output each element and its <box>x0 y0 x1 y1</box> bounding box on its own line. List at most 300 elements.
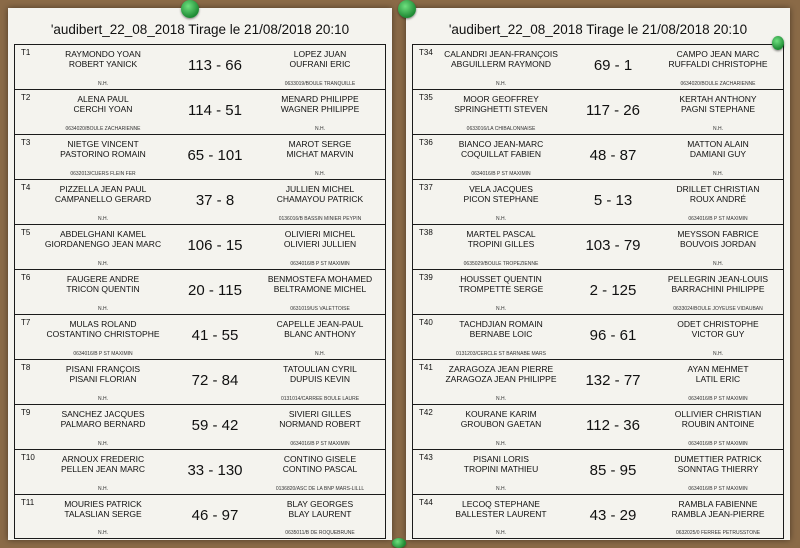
player-name: OLLIVIER CHRISTIAN <box>674 409 762 419</box>
score-b: 97 <box>221 507 239 524</box>
team-b <box>659 364 777 384</box>
team-b <box>261 409 379 429</box>
player-name: SONNTAG THIERRY <box>677 464 759 474</box>
table-number: T40 <box>419 318 433 327</box>
player-name: MATTON ALAIN <box>687 139 749 149</box>
club-a: N.H. <box>98 396 108 402</box>
team-a <box>441 454 561 474</box>
team-b <box>659 319 777 339</box>
player-name: GIORDANENGO JEAN MARC <box>44 239 162 249</box>
score-a: 106 <box>187 237 213 254</box>
draw-sheet-right <box>406 8 790 540</box>
team-b <box>261 454 379 474</box>
sheet-header: 'audibert_22_08_2018 Tirage le 21/08/2018 20:10 <box>50 22 350 37</box>
score-a: 33 <box>187 462 205 479</box>
club-a: 0633016/LA CHIBALONNAISE <box>466 126 536 132</box>
match-score <box>563 327 663 344</box>
score-b: 87 <box>619 147 637 164</box>
player-name: KOURANE KARIM <box>465 409 537 419</box>
player-name: BLAY GEORGES <box>286 499 354 509</box>
player-name: TROPINI MATHIEU <box>463 464 539 474</box>
match-row <box>14 89 386 134</box>
team-b <box>659 49 777 69</box>
club-a: N.H. <box>496 486 506 492</box>
club-a: 0634016/B P ST MAXIMIN <box>73 351 133 357</box>
team-a <box>441 184 561 204</box>
match-list <box>412 44 784 539</box>
player-name: CALANDRI JEAN-FRANÇOIS <box>444 49 558 59</box>
player-name: CONTINO GISELE <box>283 454 357 464</box>
club-b: 0634016/B P ST MAXIMIN <box>290 441 350 447</box>
player-name: VELA JACQUES <box>469 184 533 194</box>
score-b: 1 <box>623 57 633 74</box>
score-b: 26 <box>623 102 640 119</box>
club-b: 0131014/CARREE BOULE LAURE <box>280 396 360 402</box>
score-b: 101 <box>217 147 243 164</box>
sheet-header: 'audibert_22_08_2018 Tirage le 21/08/2018 20:10 <box>448 22 748 37</box>
team-a <box>441 319 561 339</box>
club-b: 0633019/BOULE TRANQUILLE <box>284 81 356 87</box>
player-name: MENARD PHILIPPE <box>281 94 359 104</box>
team-b <box>261 184 379 204</box>
pushpin-icon <box>398 0 416 18</box>
match-score <box>165 417 265 434</box>
player-name: COQUILLAT FABIEN <box>461 149 541 159</box>
score-separator: - <box>208 462 218 479</box>
player-name: TRICON QUENTIN <box>66 284 140 294</box>
team-a <box>441 364 561 384</box>
score-a: 43 <box>589 507 607 524</box>
player-name: RAMBLA FABIENNE <box>678 499 758 509</box>
player-name: PELLEGRIN JEAN-LOUIS <box>667 274 769 284</box>
club-a: 0131203/CERCLE ST BARNABE MARS <box>456 351 546 357</box>
score-separator: - <box>212 507 222 524</box>
club-a: N.H. <box>98 216 108 222</box>
match-score <box>563 57 663 74</box>
match-row <box>14 134 386 179</box>
match-row <box>14 494 386 539</box>
team-a <box>43 229 163 249</box>
team-b <box>261 49 379 69</box>
team-a <box>441 139 561 159</box>
player-name: FAUGERE ANDRE <box>66 274 140 284</box>
score-a: 37 <box>195 192 213 209</box>
match-row <box>14 314 386 359</box>
player-name: ODET CHRISTOPHE <box>677 319 759 329</box>
team-a <box>441 274 561 294</box>
score-separator: - <box>216 57 226 74</box>
club-a: N.H. <box>98 530 108 536</box>
player-name: TROMPETTE SERGE <box>458 284 544 294</box>
club-b: 0634016/B P ST MAXIMIN <box>290 261 350 267</box>
score-b: 130 <box>217 462 243 479</box>
table-number: T42 <box>419 408 433 417</box>
score-a: 117 <box>586 102 610 119</box>
match-row <box>412 494 784 539</box>
player-name: CHAMAYOU PATRICK <box>276 194 364 204</box>
club-b: 0633024/BOULE JOYEUSE VIDAUBAN <box>673 306 763 312</box>
player-name: ZARAGOZA JEAN PHILIPPE <box>445 374 557 384</box>
team-b <box>261 364 379 384</box>
match-score <box>563 237 663 254</box>
table-number: T6 <box>21 273 31 282</box>
player-name: LOPEZ JUAN <box>293 49 347 59</box>
score-a: 113 <box>188 57 212 74</box>
score-b: 13 <box>615 192 633 209</box>
player-name: PISANI LORIS <box>473 454 529 464</box>
player-name: GROUBON GAETAN <box>460 419 542 429</box>
table-number: T3 <box>21 138 31 147</box>
player-name: JULLIEN MICHEL <box>285 184 355 194</box>
score-b: 61 <box>619 327 637 344</box>
table-number: T5 <box>21 228 31 237</box>
table-number: T1 <box>21 48 31 57</box>
table-number: T38 <box>419 228 433 237</box>
match-score <box>563 147 663 164</box>
club-b: 0136820/ASC DE LA BNP MARS-LILLL <box>275 486 365 492</box>
player-name: DUPUIS KEVIN <box>290 374 350 384</box>
team-b <box>659 184 777 204</box>
score-a: 59 <box>191 417 209 434</box>
club-a: N.H. <box>496 306 506 312</box>
player-name: TACHDJIAN ROMAIN <box>459 319 543 329</box>
team-a <box>43 454 163 474</box>
player-name: ROUX ANDRÉ <box>689 194 747 204</box>
player-name: SIVIERI GILLES <box>288 409 352 419</box>
score-b: 95 <box>619 462 637 479</box>
score-separator: - <box>606 192 616 209</box>
score-separator: - <box>610 507 620 524</box>
player-name: BIANCO JEAN-MARC <box>458 139 544 149</box>
team-a <box>441 229 561 249</box>
player-name: MULAS ROLAND <box>69 319 137 329</box>
team-a <box>43 319 163 339</box>
table-number: T2 <box>21 93 31 102</box>
match-row <box>412 449 784 494</box>
club-a: 0634016/B P ST MAXIMIN <box>471 171 531 177</box>
club-b: 0632025/0 FERREE PETRUSSTONE <box>675 530 761 536</box>
score-b: 36 <box>623 417 640 434</box>
match-row <box>14 179 386 224</box>
match-score <box>563 462 663 479</box>
score-separator: - <box>216 192 226 209</box>
team-a <box>43 364 163 384</box>
match-score <box>165 282 265 299</box>
player-name: OLIVIERI MICHEL <box>284 229 356 239</box>
player-name: MOURIES PATRICK <box>64 499 142 509</box>
player-name: PISANI FRANÇOIS <box>65 364 141 374</box>
score-a: 65 <box>187 147 205 164</box>
player-name: BOUVOIS JORDAN <box>679 239 757 249</box>
player-name: CAMPANELLO GERARD <box>54 194 152 204</box>
team-b <box>261 94 379 114</box>
score-separator: - <box>208 282 219 299</box>
match-row <box>14 269 386 314</box>
match-row <box>412 224 784 269</box>
match-score <box>165 102 265 119</box>
score-b: 42 <box>221 417 239 434</box>
team-b <box>261 499 379 519</box>
team-a <box>441 499 561 519</box>
score-a: 132 <box>585 372 611 389</box>
score-a: 85 <box>589 462 607 479</box>
match-score <box>165 372 265 389</box>
match-row <box>14 44 386 89</box>
player-name: TATOULIAN CYRIL <box>283 364 357 374</box>
club-b: 0634020/BOULE ZACHARIENNE <box>680 81 756 87</box>
match-list <box>14 44 386 539</box>
score-separator: - <box>208 147 218 164</box>
player-name: HOUSSET QUENTIN <box>460 274 542 284</box>
table-number: T35 <box>419 93 433 102</box>
match-score <box>165 147 265 164</box>
match-row <box>14 449 386 494</box>
score-b: 125 <box>611 282 637 299</box>
table-number: T7 <box>21 318 31 327</box>
pushpin-icon <box>392 538 406 548</box>
match-score <box>165 462 265 479</box>
player-name: PIZZELLA JEAN PAUL <box>59 184 147 194</box>
score-separator: - <box>216 102 226 119</box>
score-separator: - <box>614 57 624 74</box>
club-b: N.H. <box>315 126 325 132</box>
match-score <box>165 327 265 344</box>
score-b: 51 <box>225 102 242 119</box>
player-name: CAMPO JEAN MARC <box>676 49 760 59</box>
player-name: MEYSSON FABRICE <box>677 229 759 239</box>
team-a <box>43 499 163 519</box>
team-b <box>261 319 379 339</box>
player-name: BLANC ANTHONY <box>284 329 356 339</box>
club-b: N.H. <box>315 351 325 357</box>
club-a: N.H. <box>496 441 506 447</box>
table-number: T11 <box>21 498 35 507</box>
table-number: T37 <box>419 183 433 192</box>
club-b: N.H. <box>315 171 325 177</box>
player-name: DUMETTIER PATRICK <box>674 454 762 464</box>
score-b: 55 <box>221 327 239 344</box>
match-score <box>563 192 663 209</box>
club-a: 0635029/BOULE TROPEZIENNE <box>463 261 539 267</box>
match-row <box>14 359 386 404</box>
team-b <box>659 409 777 429</box>
team-b <box>261 139 379 159</box>
team-b <box>659 499 777 519</box>
club-a: N.H. <box>98 306 108 312</box>
player-name: ARNOUX FREDERIC <box>61 454 145 464</box>
score-separator: - <box>610 147 620 164</box>
score-a: 72 <box>191 372 209 389</box>
team-b <box>659 454 777 474</box>
score-separator: - <box>212 327 222 344</box>
club-b: 0634016/B P ST MAXIMIN <box>688 396 748 402</box>
team-a <box>441 49 561 69</box>
score-separator: - <box>614 372 624 389</box>
player-name: ZARAGOZA JEAN PIERRE <box>448 364 554 374</box>
club-b: 0635011/B DE ROQUEBRUNE <box>285 530 355 536</box>
match-score <box>563 282 663 299</box>
player-name: SANCHEZ JACQUES <box>61 409 145 419</box>
player-name: ROUBIN ANTOINE <box>681 419 755 429</box>
player-name: WAGNER PHILIPPE <box>280 104 360 114</box>
player-name: PISANI FLORIAN <box>69 374 137 384</box>
score-a: 114 <box>188 102 212 119</box>
score-b: 15 <box>225 237 243 254</box>
match-row <box>412 134 784 179</box>
club-b: 0136016/B BASSIN MINIER PEYPIN <box>278 216 362 222</box>
table-number: T43 <box>419 453 433 462</box>
score-separator: - <box>610 327 620 344</box>
match-score <box>563 507 663 524</box>
club-a: N.H. <box>496 81 506 87</box>
club-a: N.H. <box>98 441 108 447</box>
table-number: T9 <box>21 408 31 417</box>
table-number: T34 <box>419 48 433 57</box>
player-name: BARRACHINI PHILIPPE <box>671 284 765 294</box>
match-row <box>412 269 784 314</box>
score-a: 112 <box>586 417 610 434</box>
club-b: 0634016/B P ST MAXIMIN <box>688 216 748 222</box>
player-name: MICHAT MARVIN <box>286 149 354 159</box>
club-b: 0634016/B P ST MAXIMIN <box>688 441 748 447</box>
score-a: 103 <box>585 237 611 254</box>
player-name: TALASLIAN SERGE <box>64 509 142 519</box>
match-row <box>412 44 784 89</box>
club-a: N.H. <box>496 396 506 402</box>
club-a: N.H. <box>98 81 108 87</box>
match-score <box>563 372 663 389</box>
player-name: DRILLET CHRISTIAN <box>676 184 760 194</box>
club-b: N.H. <box>713 126 723 132</box>
club-a: 0632013/CUERS FLEIN FER <box>70 171 136 177</box>
club-b: 0634016/B P ST MAXIMIN <box>688 486 748 492</box>
player-name: PELLEN JEAN MARC <box>60 464 146 474</box>
team-a <box>43 409 163 429</box>
player-name: MAROT SERGE <box>288 139 352 149</box>
score-separator: - <box>614 102 624 119</box>
player-name: VICTOR GUY <box>691 329 745 339</box>
player-name: BERNABE LOIC <box>469 329 533 339</box>
score-a: 5 <box>593 192 603 209</box>
team-b <box>261 229 379 249</box>
match-row <box>412 359 784 404</box>
player-name: ABGUILLERM RAYMOND <box>451 59 551 69</box>
player-name: PAGNI STEPHANE <box>681 104 755 114</box>
player-name: KERTAH ANTHONY <box>679 94 757 104</box>
club-b: N.H. <box>713 351 723 357</box>
score-a: 41 <box>191 327 209 344</box>
player-name: COSTANTINO CHRISTOPHE <box>46 329 160 339</box>
table-number: T8 <box>21 363 31 372</box>
pushpin-icon <box>772 36 784 50</box>
player-name: ALENA PAUL <box>77 94 129 104</box>
player-name: ABDELGHANI KAMEL <box>60 229 146 239</box>
player-name: OLIVIERI JULLIEN <box>283 239 357 249</box>
score-a: 69 <box>593 57 611 74</box>
player-name: CERCHI YOAN <box>73 104 133 114</box>
player-name: DAMIANI GUY <box>689 149 747 159</box>
player-name: BENMOSTEFA MOHAMED <box>267 274 373 284</box>
player-name: CAPELLE JEAN-PAUL <box>276 319 364 329</box>
club-b: N.H. <box>713 171 723 177</box>
player-name: PALMARO BERNARD <box>60 419 146 429</box>
team-a <box>43 94 163 114</box>
score-b: 115 <box>218 282 242 299</box>
player-name: PASTORINO ROMAIN <box>60 149 146 159</box>
match-score <box>165 57 265 74</box>
score-separator: - <box>610 462 620 479</box>
score-b: 77 <box>623 372 641 389</box>
club-a: N.H. <box>98 486 108 492</box>
team-b <box>659 94 777 114</box>
draw-sheet-left <box>8 8 392 540</box>
player-name: BLAY LAURENT <box>288 509 352 519</box>
team-a <box>441 94 561 114</box>
club-a: 0634020/BOULE ZACHARIENNE <box>65 126 141 132</box>
table-number: T44 <box>419 498 433 507</box>
table-number: T41 <box>419 363 433 372</box>
player-name: AYAN MEHMET <box>687 364 749 374</box>
team-a <box>43 274 163 294</box>
player-name: MARTEL PASCAL <box>466 229 536 239</box>
player-name: LATIL ERIC <box>695 374 741 384</box>
match-score <box>165 507 265 524</box>
match-score <box>165 192 265 209</box>
player-name: OUFRANI ERIC <box>289 59 351 69</box>
match-score <box>563 102 663 119</box>
player-name: NIETGE VINCENT <box>67 139 139 149</box>
score-separator: - <box>216 237 226 254</box>
club-a: N.H. <box>496 216 506 222</box>
match-row <box>412 89 784 134</box>
score-b: 66 <box>225 57 242 74</box>
match-row <box>14 404 386 449</box>
team-a <box>43 139 163 159</box>
match-score <box>563 417 663 434</box>
score-b: 29 <box>619 507 637 524</box>
player-name: BELTRAMONE MICHEL <box>273 284 367 294</box>
team-b <box>261 274 379 294</box>
match-row <box>412 179 784 224</box>
score-b: 79 <box>623 237 641 254</box>
club-b: 0631019/US VALETTOISE <box>290 306 350 312</box>
score-separator: - <box>614 237 624 254</box>
club-b: N.H. <box>713 261 723 267</box>
match-row <box>14 224 386 269</box>
club-a: N.H. <box>98 261 108 267</box>
player-name: RAMBLA JEAN-PIERRE <box>671 509 765 519</box>
table-number: T10 <box>21 453 35 462</box>
team-a <box>43 184 163 204</box>
pushpin-icon <box>181 0 199 18</box>
team-b <box>659 229 777 249</box>
score-separator: - <box>212 417 222 434</box>
match-row <box>412 404 784 449</box>
player-name: TROPINI GILLES <box>467 239 535 249</box>
score-separator: - <box>602 282 612 299</box>
score-separator: - <box>614 417 624 434</box>
player-name: NORMAND ROBERT <box>279 419 361 429</box>
player-name: RUFFALDI CHRISTOPHE <box>668 59 768 69</box>
team-a <box>441 409 561 429</box>
score-a: 2 <box>589 282 598 299</box>
player-name: LECOQ STEPHANE <box>462 499 540 509</box>
match-row <box>412 314 784 359</box>
player-name: PICON STEPHANE <box>463 194 539 204</box>
player-name: CONTINO PASCAL <box>282 464 358 474</box>
score-b: 8 <box>225 192 235 209</box>
score-a: 48 <box>589 147 607 164</box>
